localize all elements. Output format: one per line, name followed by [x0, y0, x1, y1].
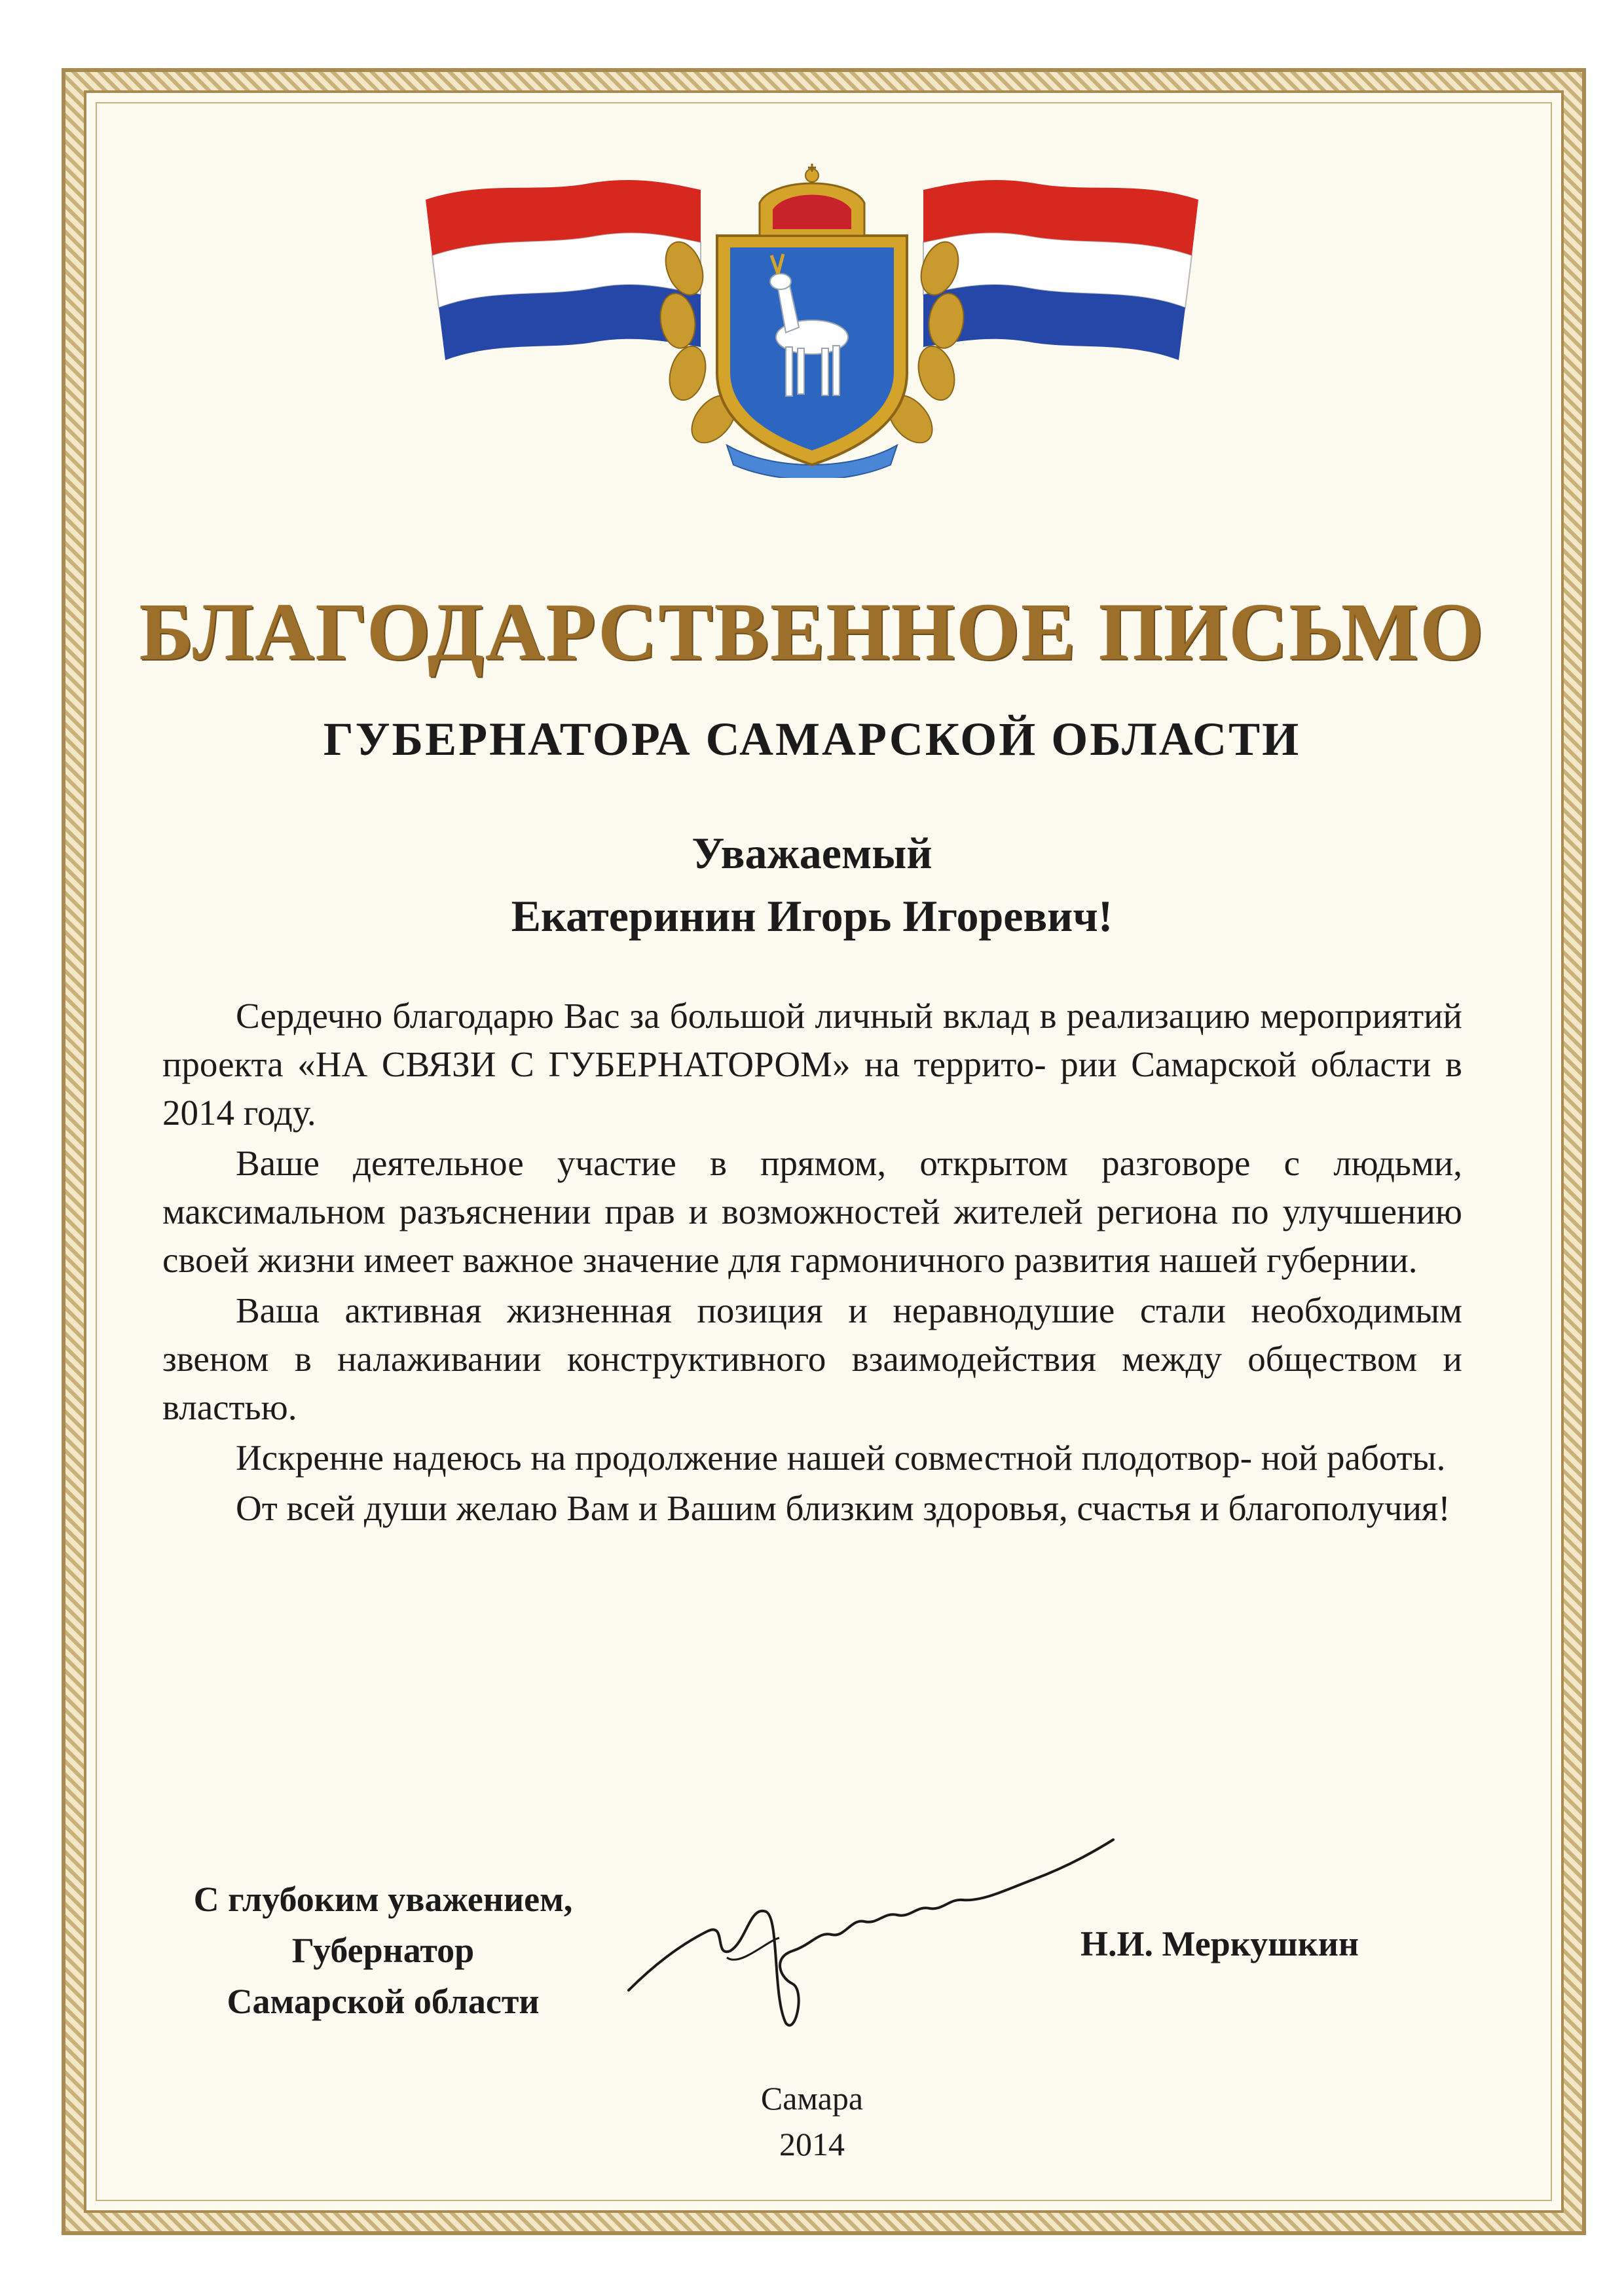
letter-body — [162, 992, 1462, 1535]
shield-icon — [717, 236, 907, 465]
place-and-date — [0, 2075, 1624, 2167]
crown-icon — [760, 164, 864, 236]
paragraph: Сердечно благодарю Вас за большой личный вклад в реализацию мероприятий проекта «НА СВЯЗИ С ГУБЕРНАТОРОМ» на террито- рии Самарской области в 2014 году. — [162, 996, 1462, 1133]
left-flag-icon — [426, 180, 701, 360]
city: Самара — [760, 2080, 864, 2117]
paragraph: Искренне надеюсь на продолжение нашей совместной плодотвор- ной работы. — [236, 1438, 1446, 1478]
handwritten-signature — [616, 1827, 1126, 2043]
right-flag-icon — [923, 180, 1198, 360]
salutation-greeting: Уважаемый — [692, 828, 932, 878]
coat-of-arms-emblem — [419, 164, 1205, 478]
document-subtitle: ГУБЕРНАТОРА САМАРСКОЙ ОБЛАСТИ — [323, 713, 1301, 765]
recipient-name: Екатеринин Игорь Игоревич! — [511, 891, 1113, 941]
signoff-block — [124, 1874, 642, 2027]
paragraph: От всей души желаю Вам и Вашим близким здоровья, счастья и благополучия! — [236, 1488, 1450, 1528]
signoff-region: Самарской области — [227, 1982, 540, 2021]
signoff-regards: С глубоким уважением, — [193, 1880, 573, 1919]
signatory-name: Н.И. Меркушкин — [1080, 1924, 1359, 1963]
salutation — [0, 822, 1624, 947]
paragraph: Ваше деятельное участие в прямом, открытом разговоре с людьми, максимальном разъяснении прав и возможностей жителей региона по улучшению своей жизни имеет важное значение для гармоничного развития нашей губернии. — [162, 1143, 1462, 1280]
year: 2014 — [779, 2126, 845, 2162]
paragraph: Ваша активная жизненная позиция и неравнодушие стали необходимым звеном в налаживании конструктивного взаимодействия между обществом и властью. — [162, 1290, 1462, 1427]
document-title: БЛАГОДАРСТВЕННОЕ ПИСЬМО — [139, 587, 1485, 678]
signoff-position: Губернатор — [291, 1931, 475, 1970]
